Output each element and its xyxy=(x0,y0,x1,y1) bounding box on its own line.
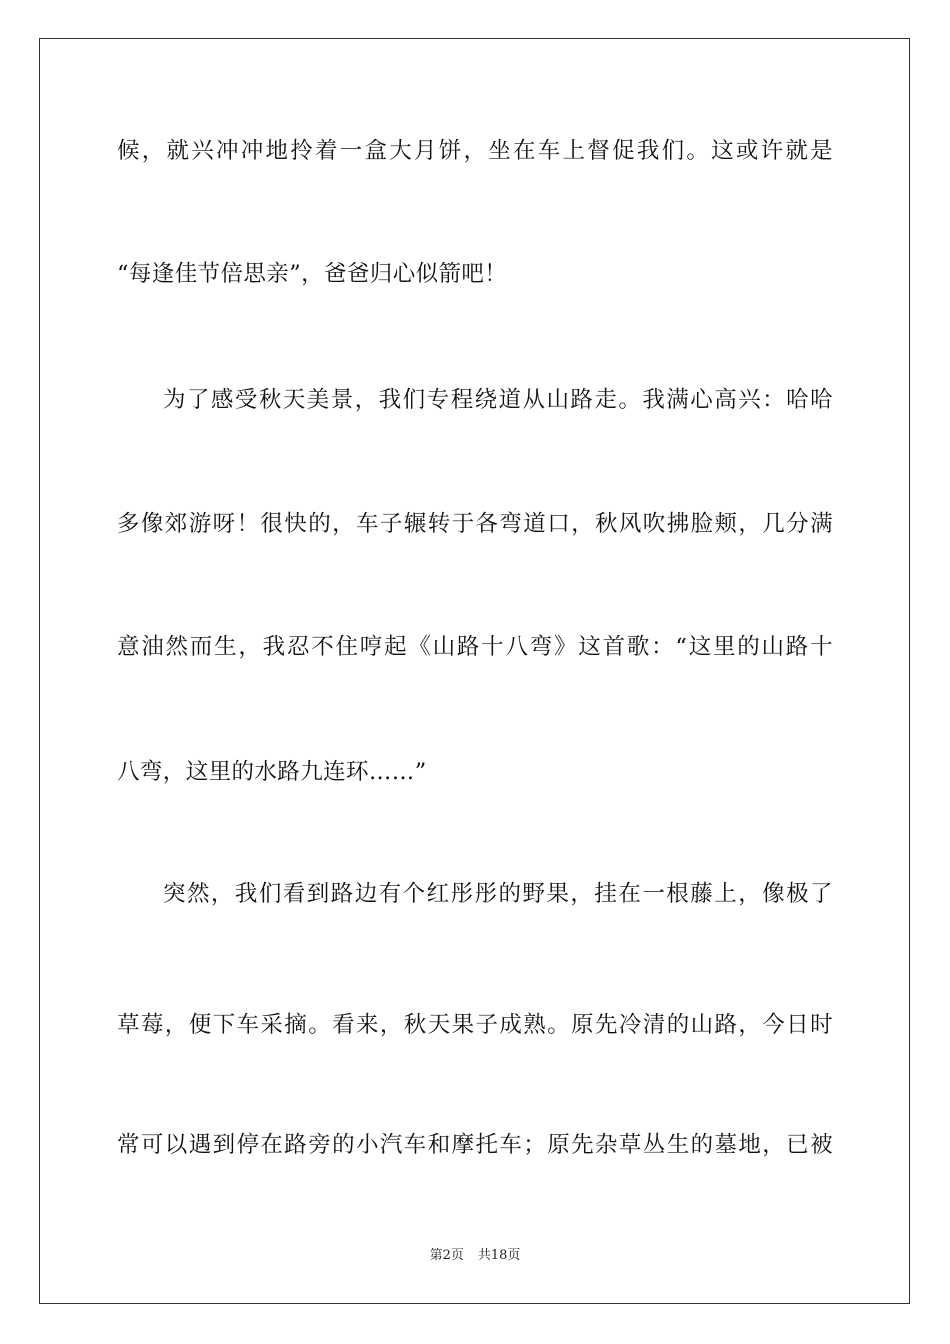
body-text-line: “每逢佳节倍思亲”，爸爸归心似箭吧！ xyxy=(117,261,508,287)
page-footer xyxy=(0,1247,950,1265)
body-text-line: 意油然而生，我忍不住哼起《山路十八弯》这首歌：“这里的山路十 xyxy=(117,634,833,660)
body-text-line: 草莓，便下车采摘。看来，秋天果子成熟。原先冷清的山路，今日时 xyxy=(117,1012,833,1038)
total-pages: 共18页 xyxy=(477,1248,521,1263)
paragraph-first-line: 突然，我们看到路边有个红彤彤的野果，挂在一根藤上，像极了 xyxy=(163,881,833,907)
page-number: 第2页 xyxy=(429,1248,464,1263)
paragraph-first-line: 为了感受秋天美景，我们专程绕道从山路走。我满心高兴：哈哈 xyxy=(163,387,833,413)
body-text-line: 多像郊游呀！很快的，车子辗转于各弯道口，秋风吹拂脸颊，几分满 xyxy=(117,511,833,537)
body-text-line: 常可以遇到停在路旁的小汽车和摩托车；原先杂草丛生的墓地，已被 xyxy=(117,1132,833,1158)
body-text-line: 八弯，这里的水路九连环……” xyxy=(117,759,427,785)
page-border xyxy=(39,38,910,1304)
body-text-line: 候，就兴冲冲地拎着一盒大月饼，坐在车上督促我们。这或许就是 xyxy=(117,138,833,164)
